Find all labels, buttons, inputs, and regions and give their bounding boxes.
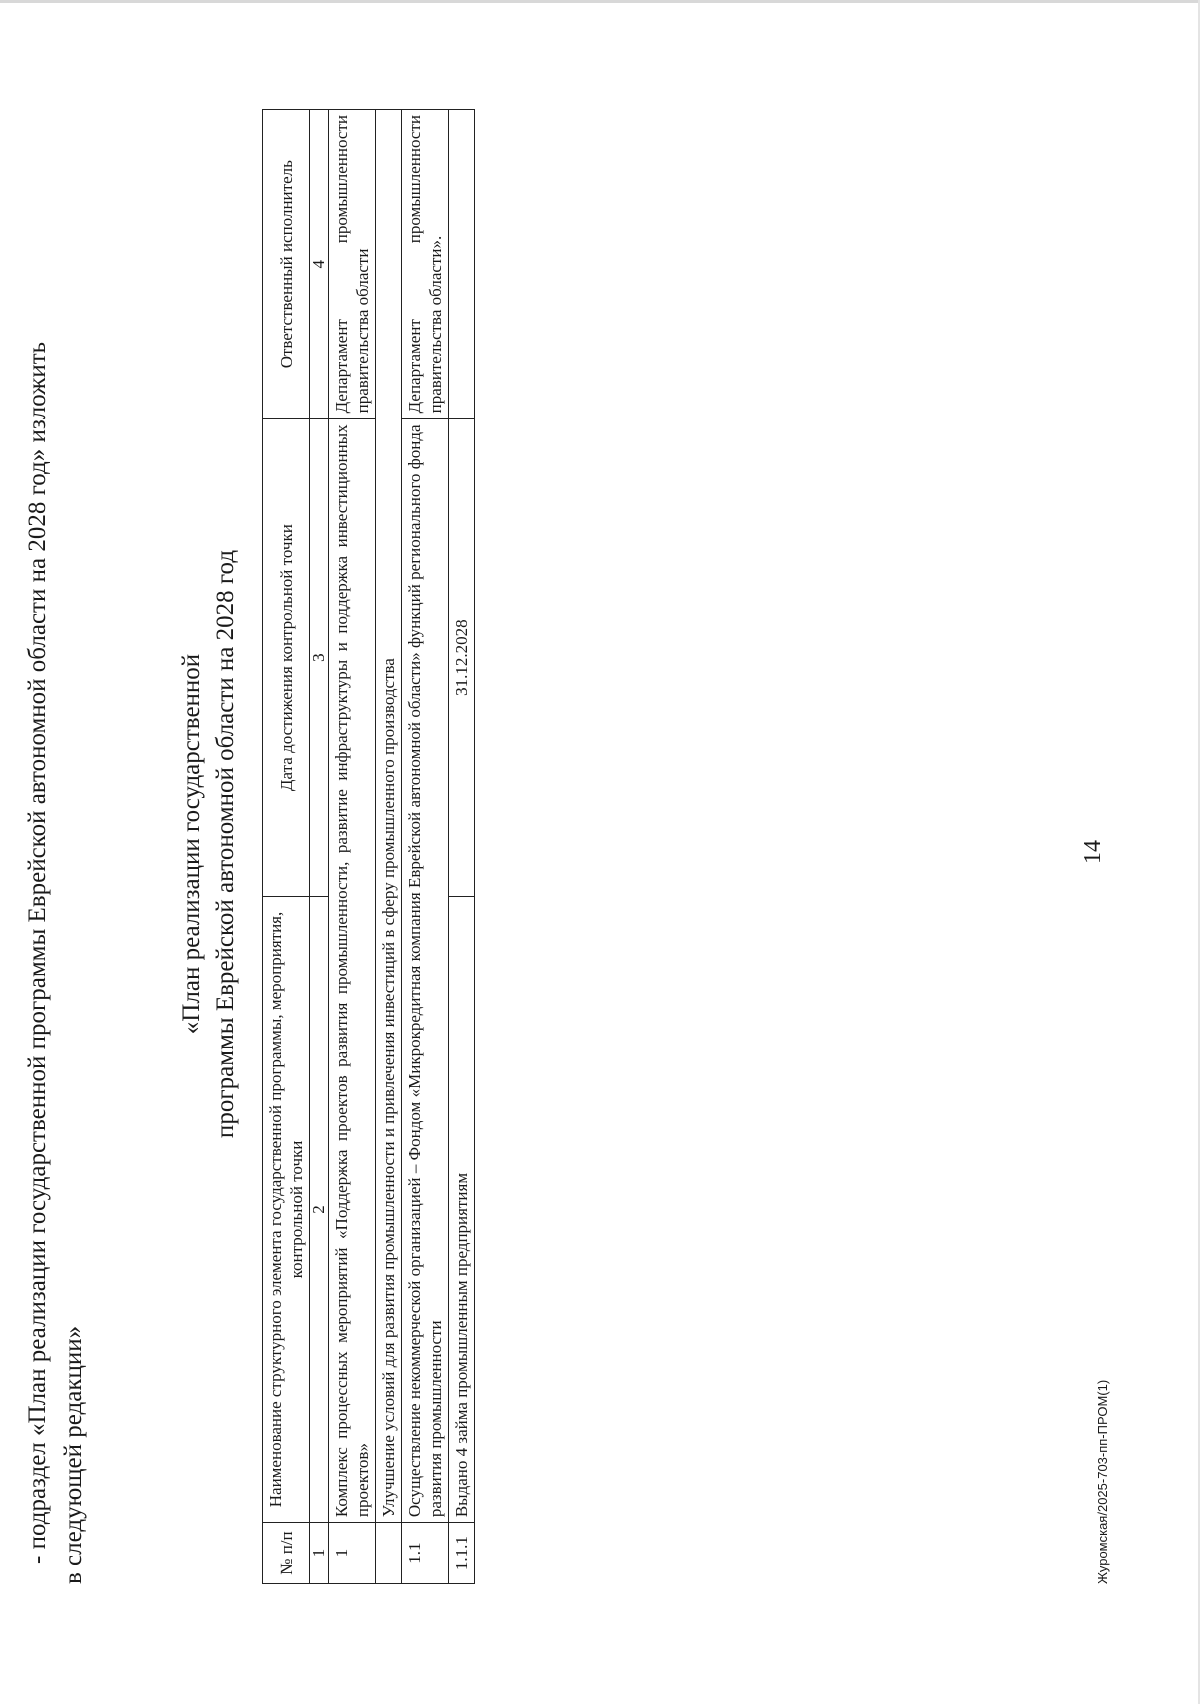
table-header-row <box>263 110 310 1584</box>
table-section-row <box>376 110 402 1584</box>
intro-paragraph <box>20 104 92 1584</box>
row-date: 31.12.2028 <box>449 419 475 896</box>
page-number: 14 <box>1080 840 1106 864</box>
table-row <box>329 110 376 1584</box>
plan-heading-line-1: «План реализации государственной <box>178 653 205 1035</box>
header-name: Наименование структурного элемента государственной программы, мероприятия, контрольной точки <box>263 896 310 1522</box>
footer-document-code: Журомская/2025-703-пп-ПРОМ(1) <box>1095 1379 1110 1584</box>
intro-line-1: - подраздел «План реализации государственной программы Еврейской автономной области на 2028 год» изложить <box>24 341 51 1564</box>
header-date: Дата достижения контрольной точки <box>263 419 310 896</box>
header-executor: Ответственный исполнитель <box>263 110 310 419</box>
plan-heading <box>175 104 243 1584</box>
plan-heading-line-2: программы Еврейской автономной области на 2028 год <box>212 549 239 1139</box>
row-executor <box>449 110 475 419</box>
row-name: Комплекс процессных мероприятий «Поддержка проектов развития промышленности, развитие инфраструктуры и поддержка инвестиционных проектов» <box>329 419 376 1523</box>
row-executor: Департамент промышленности правительства области». <box>402 110 449 419</box>
row-name: Выдано 4 займа промышленным предприятиям <box>449 896 475 1522</box>
row-num: 1.1 <box>402 1523 449 1584</box>
section-title: Улучшение условий для развития промышленности и привлечения инвестиций в сферу промышленного производства <box>376 110 402 1523</box>
plan-table <box>262 109 475 1584</box>
row-num: 1.1.1 <box>449 1523 475 1584</box>
index-cell: 4 <box>310 110 329 419</box>
table-row <box>449 110 475 1584</box>
table-row <box>402 110 449 1584</box>
table-index-row <box>310 110 329 1584</box>
index-cell: 2 <box>310 896 329 1522</box>
row-num-empty <box>376 1523 402 1584</box>
intro-line-2: в следующей редакции» <box>60 1325 87 1584</box>
row-executor: Департамент промышленности правительства области <box>329 110 376 419</box>
row-num: 1 <box>329 1523 376 1584</box>
index-cell: 1 <box>310 1523 329 1584</box>
index-cell: 3 <box>310 419 329 896</box>
row-name: Осуществление некоммерческой организацией – Фондом «Микрокредитная компания Еврейской автономной области» функций регионального фонда развития промышленности <box>402 419 449 1523</box>
header-num: № п/п <box>263 1523 310 1584</box>
